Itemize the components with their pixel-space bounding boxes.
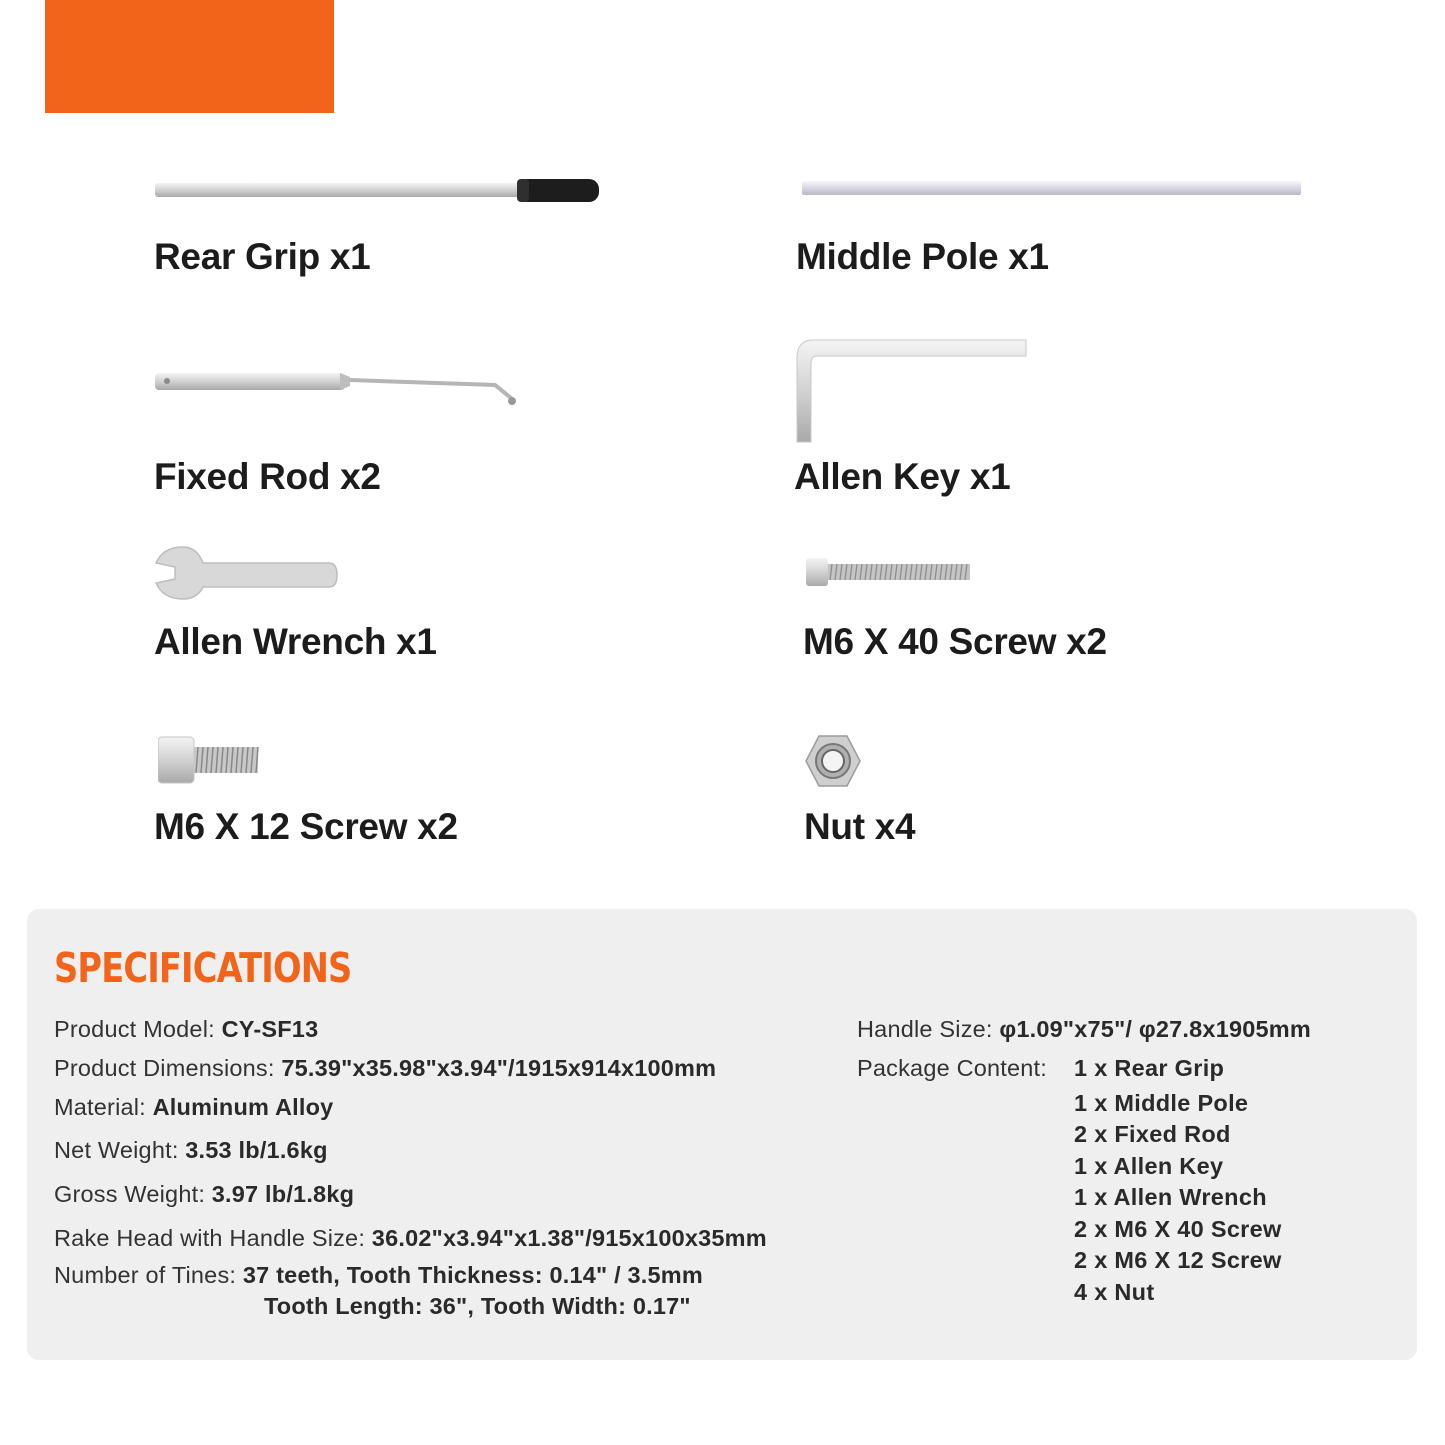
package-item: 1 x Rear Grip <box>1074 1055 1225 1081</box>
spec-value: 3.97 lb/1.8kg <box>211 1181 355 1207</box>
spec-value: 36.02"x3.94"x1.38"/915x100x35mm <box>371 1225 767 1251</box>
part-label-middle-pole: Middle Pole x1 <box>796 236 1049 277</box>
part-label-rear-grip: Rear Grip x1 <box>154 236 371 277</box>
spec-value: Tooth Length: 36", Tooth Width: 0.17" <box>264 1293 691 1319</box>
package-item: 2 x M6 X 40 Screw <box>1074 1216 1282 1242</box>
spec-key: Rake Head with Handle Size: <box>54 1225 372 1251</box>
part-label-nut: Nut x4 <box>804 806 916 847</box>
package-item: 1 x Allen Wrench <box>1074 1184 1267 1210</box>
part-label-fixed-rod: Fixed Rod x2 <box>154 456 381 497</box>
specifications-title: SPECIFICATIONS <box>54 944 352 992</box>
package-item: 2 x M6 X 12 Screw <box>1074 1247 1282 1273</box>
package-item: 1 x Allen Key <box>1074 1153 1224 1179</box>
spec-rake-head-size <box>54 1225 767 1252</box>
long-screw-icon <box>806 556 974 595</box>
allen-key-icon <box>793 338 1029 449</box>
spec-handle-size <box>857 1016 1311 1043</box>
spec-value: 37 teeth, Tooth Thickness: 0.14" / 3.5mm <box>242 1262 703 1288</box>
fixed-rod-icon <box>155 368 525 415</box>
part-label-allen-wrench: Allen Wrench x1 <box>154 621 437 662</box>
allen-wrench-icon <box>153 545 339 606</box>
spec-key: Net Weight: <box>54 1137 186 1163</box>
spec-key: Number of Tines: <box>54 1262 243 1288</box>
middle-pole-icon <box>802 180 1302 203</box>
spec-key: Package Content: <box>857 1055 1048 1081</box>
package-item: 2 x Fixed Rod <box>1074 1121 1231 1147</box>
package-item: 4 x Nut <box>1074 1279 1155 1305</box>
short-screw-icon <box>158 735 262 792</box>
spec-product-model <box>54 1016 318 1043</box>
spec-product-dimensions <box>54 1055 716 1082</box>
spec-value: 3.53 lb/1.6kg <box>185 1137 328 1163</box>
spec-key: Handle Size: <box>857 1016 1000 1042</box>
spec-value: CY-SF13 <box>221 1016 319 1042</box>
spec-value: 75.39"x35.98"x3.94"/1915x914x100mm <box>281 1055 717 1081</box>
spec-value: Aluminum Alloy <box>152 1094 334 1120</box>
spec-material <box>54 1094 333 1121</box>
spec-number-of-tines <box>54 1262 703 1289</box>
nut-icon <box>805 734 861 793</box>
spec-package-content <box>857 1055 1047 1082</box>
spec-key: Product Dimensions: <box>54 1055 282 1081</box>
spec-key: Material: <box>54 1094 153 1120</box>
brand-accent-block <box>45 0 334 113</box>
part-label-long-screw: M6 X 40 Screw x2 <box>803 621 1107 662</box>
spec-value: φ1.09"x75"/ φ27.8x1905mm <box>999 1016 1311 1042</box>
spec-key: Gross Weight: <box>54 1181 212 1207</box>
spec-key: Product Model: <box>54 1016 222 1042</box>
package-item: 1 x Middle Pole <box>1074 1090 1249 1116</box>
part-label-allen-key: Allen Key x1 <box>794 456 1011 497</box>
part-label-short-screw: M6 X 12 Screw x2 <box>154 806 458 847</box>
rear-grip-icon <box>155 176 600 215</box>
spec-gross-weight <box>54 1181 354 1208</box>
spec-tines-line2 <box>264 1293 691 1320</box>
spec-net-weight <box>54 1137 328 1164</box>
